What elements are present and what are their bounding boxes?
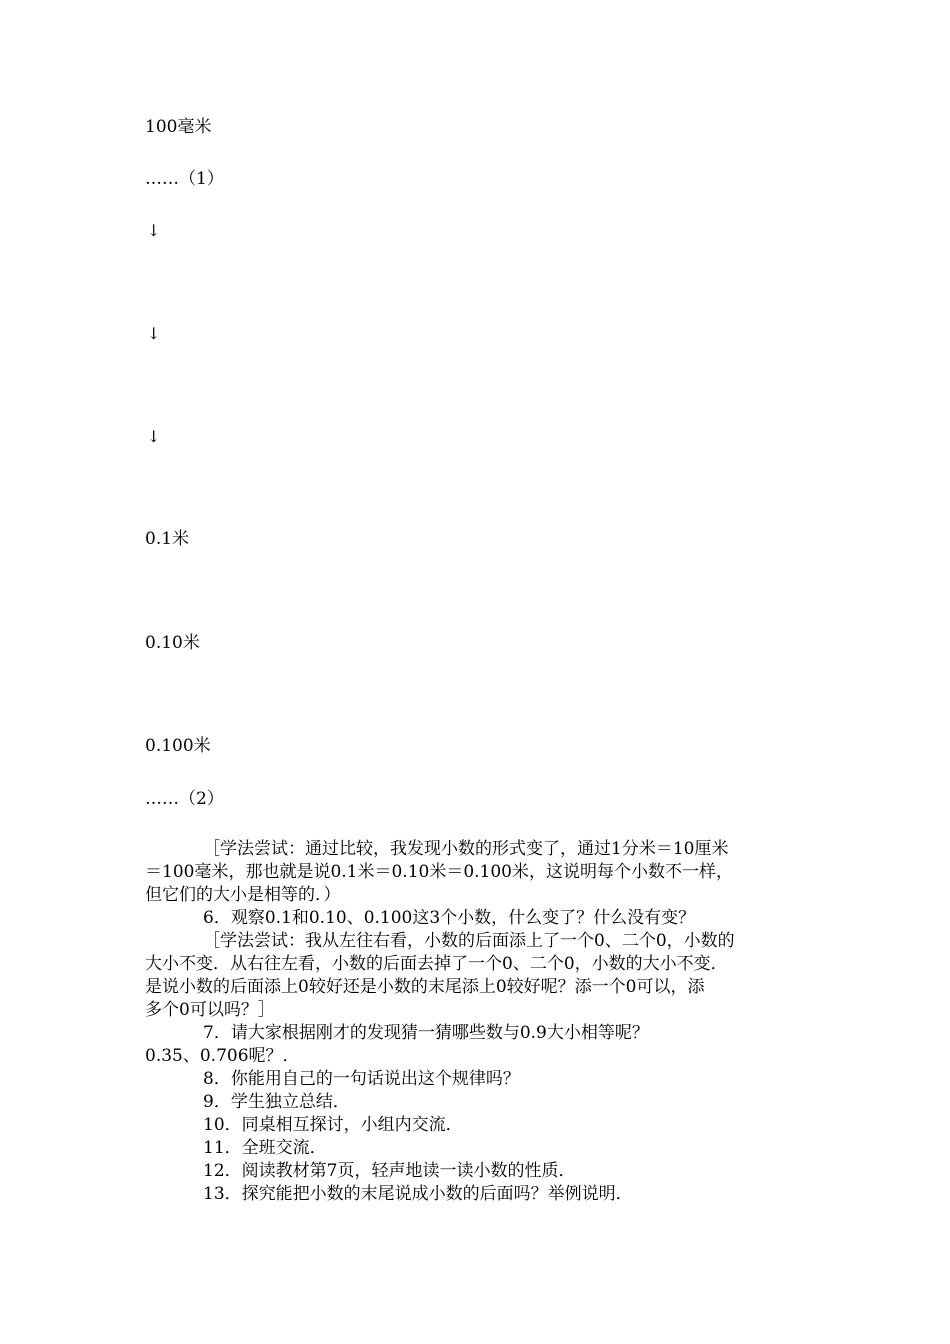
value-0-100-meter: 0.100米: [145, 736, 211, 756]
marker-1: ……（1）: [145, 169, 224, 189]
down-arrow-icon: ↓: [147, 324, 161, 343]
step-13: 13．探究能把小数的末尾说成小数的后面吗？举例说明．: [203, 1184, 633, 1204]
step-11: 11．全班交流．: [203, 1138, 327, 1158]
marker-2: ……（2）: [145, 789, 224, 809]
method-note-2-line-3: 是说小数的后面添上0较好还是小数的末尾添上0较好呢？添一个0可以，添: [145, 977, 705, 997]
method-note-1-line-2: ＝100毫米，那也就是说0.1米＝0.10米＝0.100米，这说明每个小数不一样，: [145, 862, 734, 882]
method-note-2-line-1: ［学法尝试：我从左往右看，小数的后面添上了一个0、二个0，小数的: [203, 931, 735, 951]
value-0-10-meter: 0.10米: [145, 633, 200, 653]
method-note-1-line-3: 但它们的大小是相等的．）: [145, 885, 341, 905]
step-8: 8．你能用自己的一句话说出这个规律吗？: [203, 1069, 520, 1089]
length-label-100mm: 100毫米: [145, 117, 212, 137]
step-7-line-2: 0.35、0.706呢？．: [145, 1046, 300, 1066]
method-note-1-line-1: ［学法尝试：通过比较，我发现小数的形式变了，通过1分米＝10厘米: [203, 839, 729, 859]
step-9: 9．学生独立总结．: [203, 1092, 350, 1112]
down-arrow-icon: ↓: [147, 221, 161, 240]
step-12: 12．阅读教材第7页，轻声地读一读小数的性质．: [203, 1161, 576, 1181]
value-0-1-meter: 0.1米: [145, 529, 190, 549]
down-arrow-icon: ↓: [147, 427, 161, 446]
step-6: 6．观察0.1和0.10、0.100这3个小数，什么变了？什么没有变？: [203, 908, 696, 928]
lesson-body: [145, 838, 810, 1206]
step-10: 10．同桌相互探讨，小组内交流．: [203, 1115, 463, 1135]
method-note-2-line-4: 多个0可以吗？］: [145, 1000, 275, 1020]
method-note-2-line-2: 大小不变．从右往左看，小数的后面去掉了一个0、二个0，小数的大小不变．: [145, 954, 728, 974]
step-7-line-1: 7．请大家根据刚才的发现猜一猜哪些数与0.9大小相等呢？: [203, 1023, 649, 1043]
